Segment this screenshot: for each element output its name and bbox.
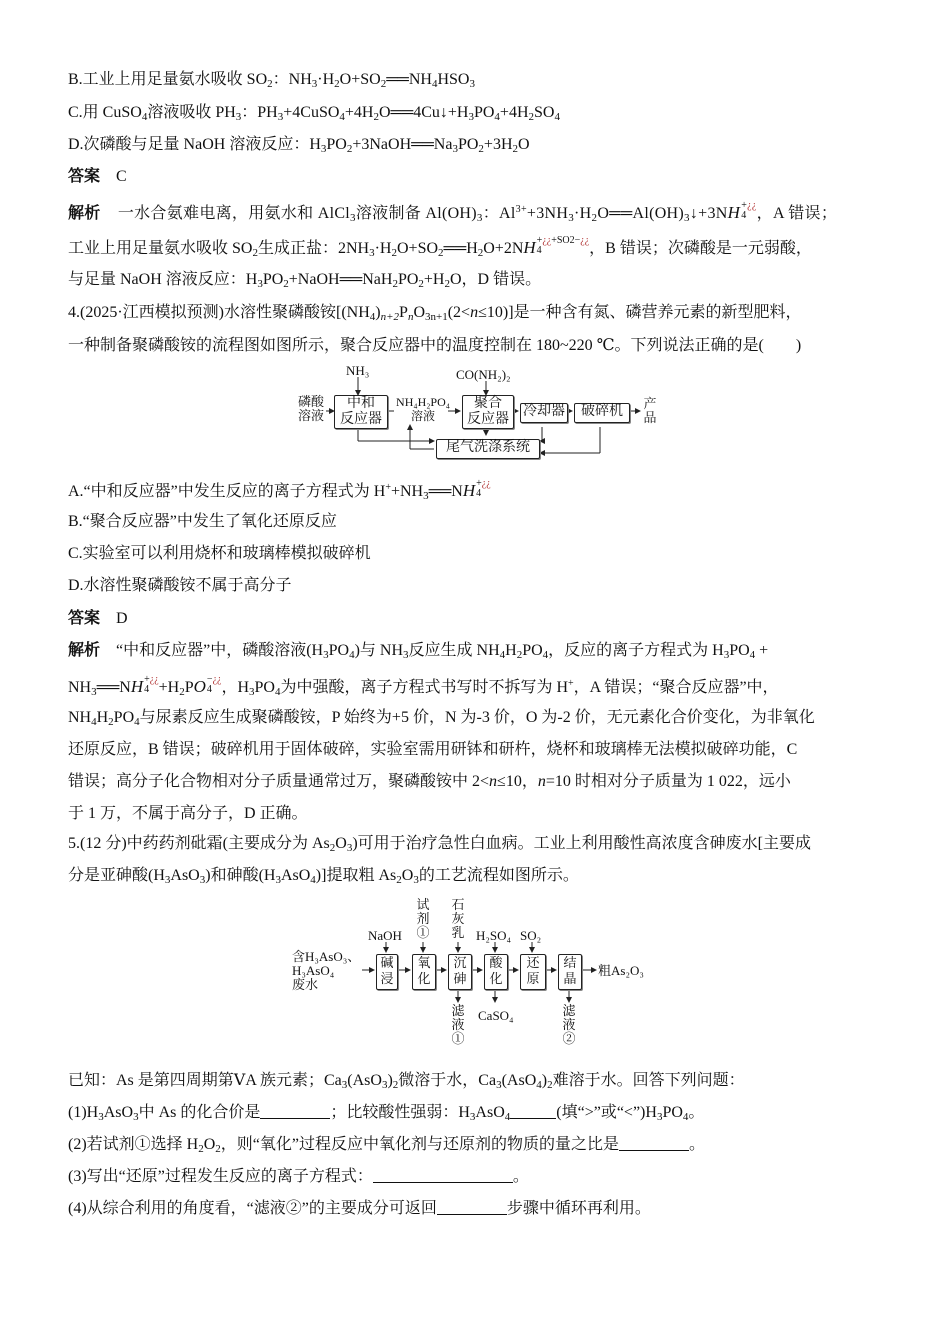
q5-part1: $(1)H_3AsO_3$中 As 的化合价是 ；比较酸性强弱：$H_3AsO_4$ (填“>”或“$<”)H_3PO_4$。: [68, 1104, 705, 1123]
q4-stem-line1: 4.(2025·江西模拟预测)水溶性聚磷酸铵$[(NH_4)_{n+2}P_nO_{3n+1}(2<n\le 10)]$是一种含有氮、磷营养元素的新型肥料，: [68, 304, 802, 323]
q4-flow-scrubber: 尾气洗涤系统: [436, 439, 540, 459]
q4-analysis-line1: 解析 “中和反应器”中，磷酸溶液$(H_3PO_4)$与 $NH_3$反应生成 $NH_4H_2PO_4$，反应的离子方程式为 $H_3PO_4$ +: [68, 642, 769, 661]
q4-analysis-line2: $NH_3══NH$ +¿¿ 4 $+H_2PO$ −¿¿ 4 ，$H_3PO_4$为中强酸，离子方程式书写时不拆写为 H+，A 错误；“聚合反应器”中，: [68, 674, 779, 698]
q4-flow-urea: CO(NH₂)₂: [456, 367, 511, 382]
q5-part4: (4)从综合利用的角度看，“滤液②”的主要成分可返回 步骤中循环再利用。: [68, 1200, 651, 1217]
q4-flow-feed: 磷酸 溶液: [297, 394, 324, 423]
q4-option-c: C.实验室可以利用烧杯和玻璃棒模拟破碎机: [68, 545, 371, 562]
q4-analysis-line5: 错误；高分子化合物相对分子质量通常过万，聚磷酸铵中 2<n≤10，n=10 时相对分子质量为 1 022，远小: [68, 773, 791, 790]
q4-option-d: D.水溶性聚磷酸铵不属于高分子: [68, 577, 292, 594]
q3-answer: 答案 C: [68, 168, 127, 185]
q5-part3-blank[interactable]: [373, 1168, 513, 1183]
q4-option-a: A.“中和反应器”中发生反应的离子方程式为 $H^++NH_3══NH$ +¿¿ 4: [68, 478, 491, 502]
q5-flow-h2so4: H₂SO₄: [476, 928, 512, 943]
q5-part2-blank[interactable]: [619, 1136, 689, 1151]
q4-answer: 答案 D: [68, 610, 128, 627]
q4-analysis-line4: 还原反应，B 错误；破碎机用于固体破碎，实验室需用研钵和研杵，烧杯和玻璃棒无法模拟破碎功能，C: [68, 741, 798, 758]
q4-analysis-line6: 于 1 万，不属于高分子，D 正确。: [68, 805, 308, 822]
q4-flow-polymerizer: 聚合 反应器: [462, 395, 514, 429]
q5-flow-diagram: [292, 898, 672, 1058]
q5-flow-reduction: 还原: [520, 954, 546, 990]
q3-option-b: B.工业上用足量氨水吸收 $SO_2$：$NH_3\cdot H_2O+SO_2══NH_4HSO_3$: [68, 71, 475, 90]
q4-flow-crusher: 破碎机: [574, 403, 630, 423]
q5-flow-naoh: NaOH: [368, 928, 402, 943]
q4-flow-product: 产 品: [643, 396, 657, 425]
q5-flow-filtrate1: 滤液①: [451, 1003, 465, 1046]
q5-flow-reagent1: 试剂①: [416, 897, 430, 940]
q5-flow-filtrate2: 滤液②: [562, 1003, 576, 1046]
q5-flow-crystallization: 结晶: [558, 954, 582, 990]
q3-option-d: D.次磷酸与足量 NaOH 溶液反应：$H_3PO_2+3NaOH══Na_3PO_2+3H_2O$: [68, 136, 530, 155]
q5-flow-acidification: 酸化: [484, 954, 508, 990]
q5-stem-line2: 分是亚砷酸$(H_3AsO_3)$和砷酸$(H_3AsO_4)$]提取粗 $As_2O_3$的工艺流程如图所示。: [68, 867, 579, 886]
q4-flow-intermediate: NH₄H₂PO₄ 溶液: [396, 395, 450, 423]
q5-flow-alkali-leach: 碱浸: [376, 954, 398, 990]
q4-option-b: B.“聚合反应器”中发生了氧化还原反应: [68, 513, 337, 530]
q5-flow-precipitation: 沉砷: [448, 954, 472, 990]
q3-analysis-line2: 工业上用足量氨水吸收 $SO_2$生成正盐：$2NH_3\cdot H_2O+SO_2══H_2O+2NH$ +¿¿+SO2−¿¿ 4 ，B 错误；次磷酸是一元弱酸，: [68, 235, 812, 259]
q3-analysis-line1: 解析 一水合氨难电离，用氨水和 AlCl$_3$溶液制备 $Al(OH)_3$：$Al^{3+}+3NH_3\cdot H_2O══Al(OH)_3↓+3NH$ +¿¿ 4 ，A 错误；: [68, 200, 838, 224]
q4-flow-neutralizer: 中和 反应器: [334, 395, 388, 429]
q4-flow-diagram: [290, 363, 670, 463]
q4-flow-nh3: NH₃: [346, 363, 370, 378]
q5-flow-caso4: CaSO₄: [478, 1008, 514, 1023]
q5-part3: (3)写出“还原”过程发生反应的离子方程式： 。: [68, 1168, 529, 1185]
q4-stem-line2: 一种制备聚磷酸铵的流程图如图所示，聚合反应器中的温度控制在 180~220 ℃。下列说法正确的是( ): [68, 337, 802, 354]
q5-flow-feed: 含H₃AsO₃、 H₃AsO₄ 废水: [292, 949, 361, 992]
q5-part1-blank1[interactable]: [260, 1104, 330, 1119]
q5-known: 已知：As 是第四周期第ⅤA 族元素；$Ca_3(AsO_3)_2$微溶于水，$Ca_3(AsO_4)_2$难溶于水。回答下列问题：: [68, 1072, 745, 1091]
q3-option-c: C.用 CuSO$_4$溶液吸收 $PH_3$：$PH_3+4CuSO_4+4H_2O══4Cu↓+H_3PO_4+4H_2SO_4$: [68, 104, 560, 123]
q5-part2: (2)若试剂①选择 $H_2O_2$，则“氧化”过程反应中氧化剂与还原剂的物质的量之比是 。: [68, 1136, 706, 1155]
q4-flow-cooler: 冷却器: [520, 403, 568, 423]
q5-flow-oxidation: 氧化: [412, 954, 436, 990]
q5-flow-lime: 石灰乳: [451, 897, 465, 940]
q5-flow-product: 粗As₂O₃: [598, 963, 644, 978]
q5-part4-blank[interactable]: [437, 1200, 507, 1215]
q5-stem-line1: 5.(12 分)中药药剂砒霜(主要成分为 $As_2O_3$)可用于治疗急性白血病。工业上利用酸性高浓度含砷废水[主要成: [68, 835, 812, 854]
q5-flow-so2: SO₂: [520, 928, 542, 943]
q5-part1-blank2[interactable]: [510, 1104, 556, 1119]
q3-analysis-line3: 与足量 NaOH 溶液反应：$H_3PO_2+NaOH══NaH_2PO_2+H_2O$，D 错误。: [68, 271, 542, 290]
q4-analysis-line3: $NH_4H_2PO_4$与尿素反应生成聚磷酸铵，P 始终为+5 价，N 为-3 价，O 为-2 价，无元素化合价变化，为非氧化: [68, 709, 815, 728]
